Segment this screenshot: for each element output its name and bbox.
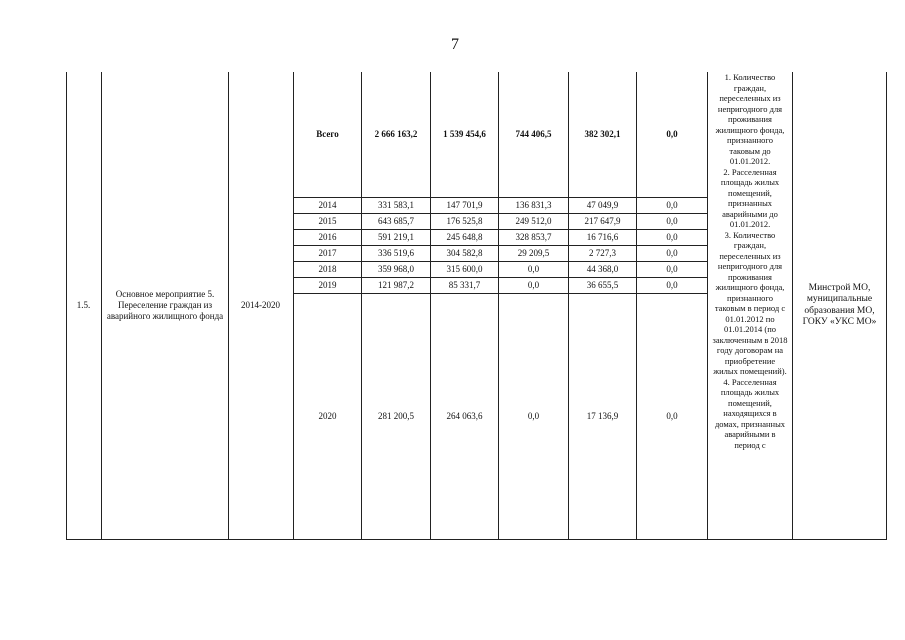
year-c1: 281 200,5 bbox=[378, 411, 414, 421]
year-c4: 47 049,9 bbox=[586, 200, 619, 210]
year-c1: 331 583,1 bbox=[378, 200, 414, 210]
year-c4: 16 716,6 bbox=[586, 232, 619, 242]
indicator-text: 2. Расселенная площадь жилых помещений, признанных аварийными до 01.01.2012. bbox=[720, 166, 780, 229]
total-c1: 2 666 163,2 bbox=[374, 129, 418, 139]
year-c4: 2 727,3 bbox=[589, 248, 616, 258]
year-c2: 176 525,8 bbox=[446, 216, 483, 226]
year-c2: 304 582,8 bbox=[446, 248, 483, 258]
year-c5: 0,0 bbox=[666, 200, 678, 210]
row-number: 1.5. bbox=[76, 300, 91, 310]
year-c4: 217 647,9 bbox=[584, 216, 621, 226]
indicators-cell bbox=[712, 72, 788, 538]
year-label: 2014 bbox=[318, 200, 337, 210]
year-c5: 0,0 bbox=[666, 280, 678, 290]
year-c1: 359 968,0 bbox=[378, 264, 414, 274]
year-c4: 44 368,0 bbox=[586, 264, 619, 274]
year-c2: 147 701,9 bbox=[446, 200, 483, 210]
year-c2: 315 600,0 bbox=[446, 264, 483, 274]
year-c5: 0,0 bbox=[666, 264, 678, 274]
activity-name: Основное мероприятие 5. Переселение граждан из аварийного жилищного фонда bbox=[106, 289, 224, 321]
year-label: 2020 bbox=[318, 411, 337, 421]
year-c1: 121 987,2 bbox=[378, 280, 414, 290]
year-c3: 0,0 bbox=[527, 280, 540, 290]
year-c5: 0,0 bbox=[666, 232, 678, 242]
total-label: Всего bbox=[316, 129, 339, 139]
year-c3: 136 831,3 bbox=[515, 200, 552, 210]
total-c5: 0,0 bbox=[666, 129, 678, 139]
year-label: 2015 bbox=[318, 216, 337, 226]
year-c2: 85 331,7 bbox=[448, 280, 481, 290]
total-c2: 1 539 454,6 bbox=[443, 129, 486, 139]
page-number: 7 bbox=[451, 36, 459, 53]
year-c3: 0,0 bbox=[527, 264, 540, 274]
year-c2: 245 648,8 bbox=[446, 232, 483, 242]
indicator-text: 4. Расселенная площадь жилых помещений, находящихся в домах, признанных аварийными в период с bbox=[714, 376, 786, 450]
year-c5: 0,0 bbox=[666, 216, 678, 226]
year-c3: 328 853,7 bbox=[515, 232, 552, 242]
year-c1: 643 685,7 bbox=[378, 216, 414, 226]
year-c5: 0,0 bbox=[666, 411, 678, 421]
year-c1: 336 519,6 bbox=[378, 248, 414, 258]
year-c3: 249 512,0 bbox=[515, 216, 552, 226]
year-label: 2018 bbox=[318, 264, 337, 274]
year-c4: 36 655,5 bbox=[586, 280, 619, 290]
indicator-text: 1. Количество граждан, переселенных из непригодного для проживания жилищного фонда, признанного таковым до 01.01.2012. bbox=[715, 72, 785, 166]
executor: Минстрой МО, муниципальные образования МО, ГОКУ «УКС МО» bbox=[802, 282, 877, 327]
total-c3: 744 406,5 bbox=[515, 129, 552, 139]
year-label: 2016 bbox=[318, 232, 337, 242]
year-c2: 264 063,6 bbox=[446, 411, 483, 421]
year-c5: 0,0 bbox=[666, 248, 678, 258]
year-c3: 0,0 bbox=[527, 411, 540, 421]
year-c3: 29 209,5 bbox=[517, 248, 550, 258]
total-c4: 382 302,1 bbox=[584, 129, 621, 139]
year-label: 2019 bbox=[318, 280, 337, 290]
year-label: 2017 bbox=[318, 248, 337, 258]
period: 2014-2020 bbox=[241, 300, 280, 310]
indicator-text: 3. Количество граждан, переселенных из непригодного для проживания жилищного фонда, признанного таковым в период с 01.01.2012 по 01.01.2014 (по заключенным в 2018 году договорам на приобретение жилых помещений). bbox=[712, 229, 788, 376]
year-c1: 591 219,1 bbox=[378, 232, 414, 242]
year-c4: 17 136,9 bbox=[586, 411, 619, 421]
